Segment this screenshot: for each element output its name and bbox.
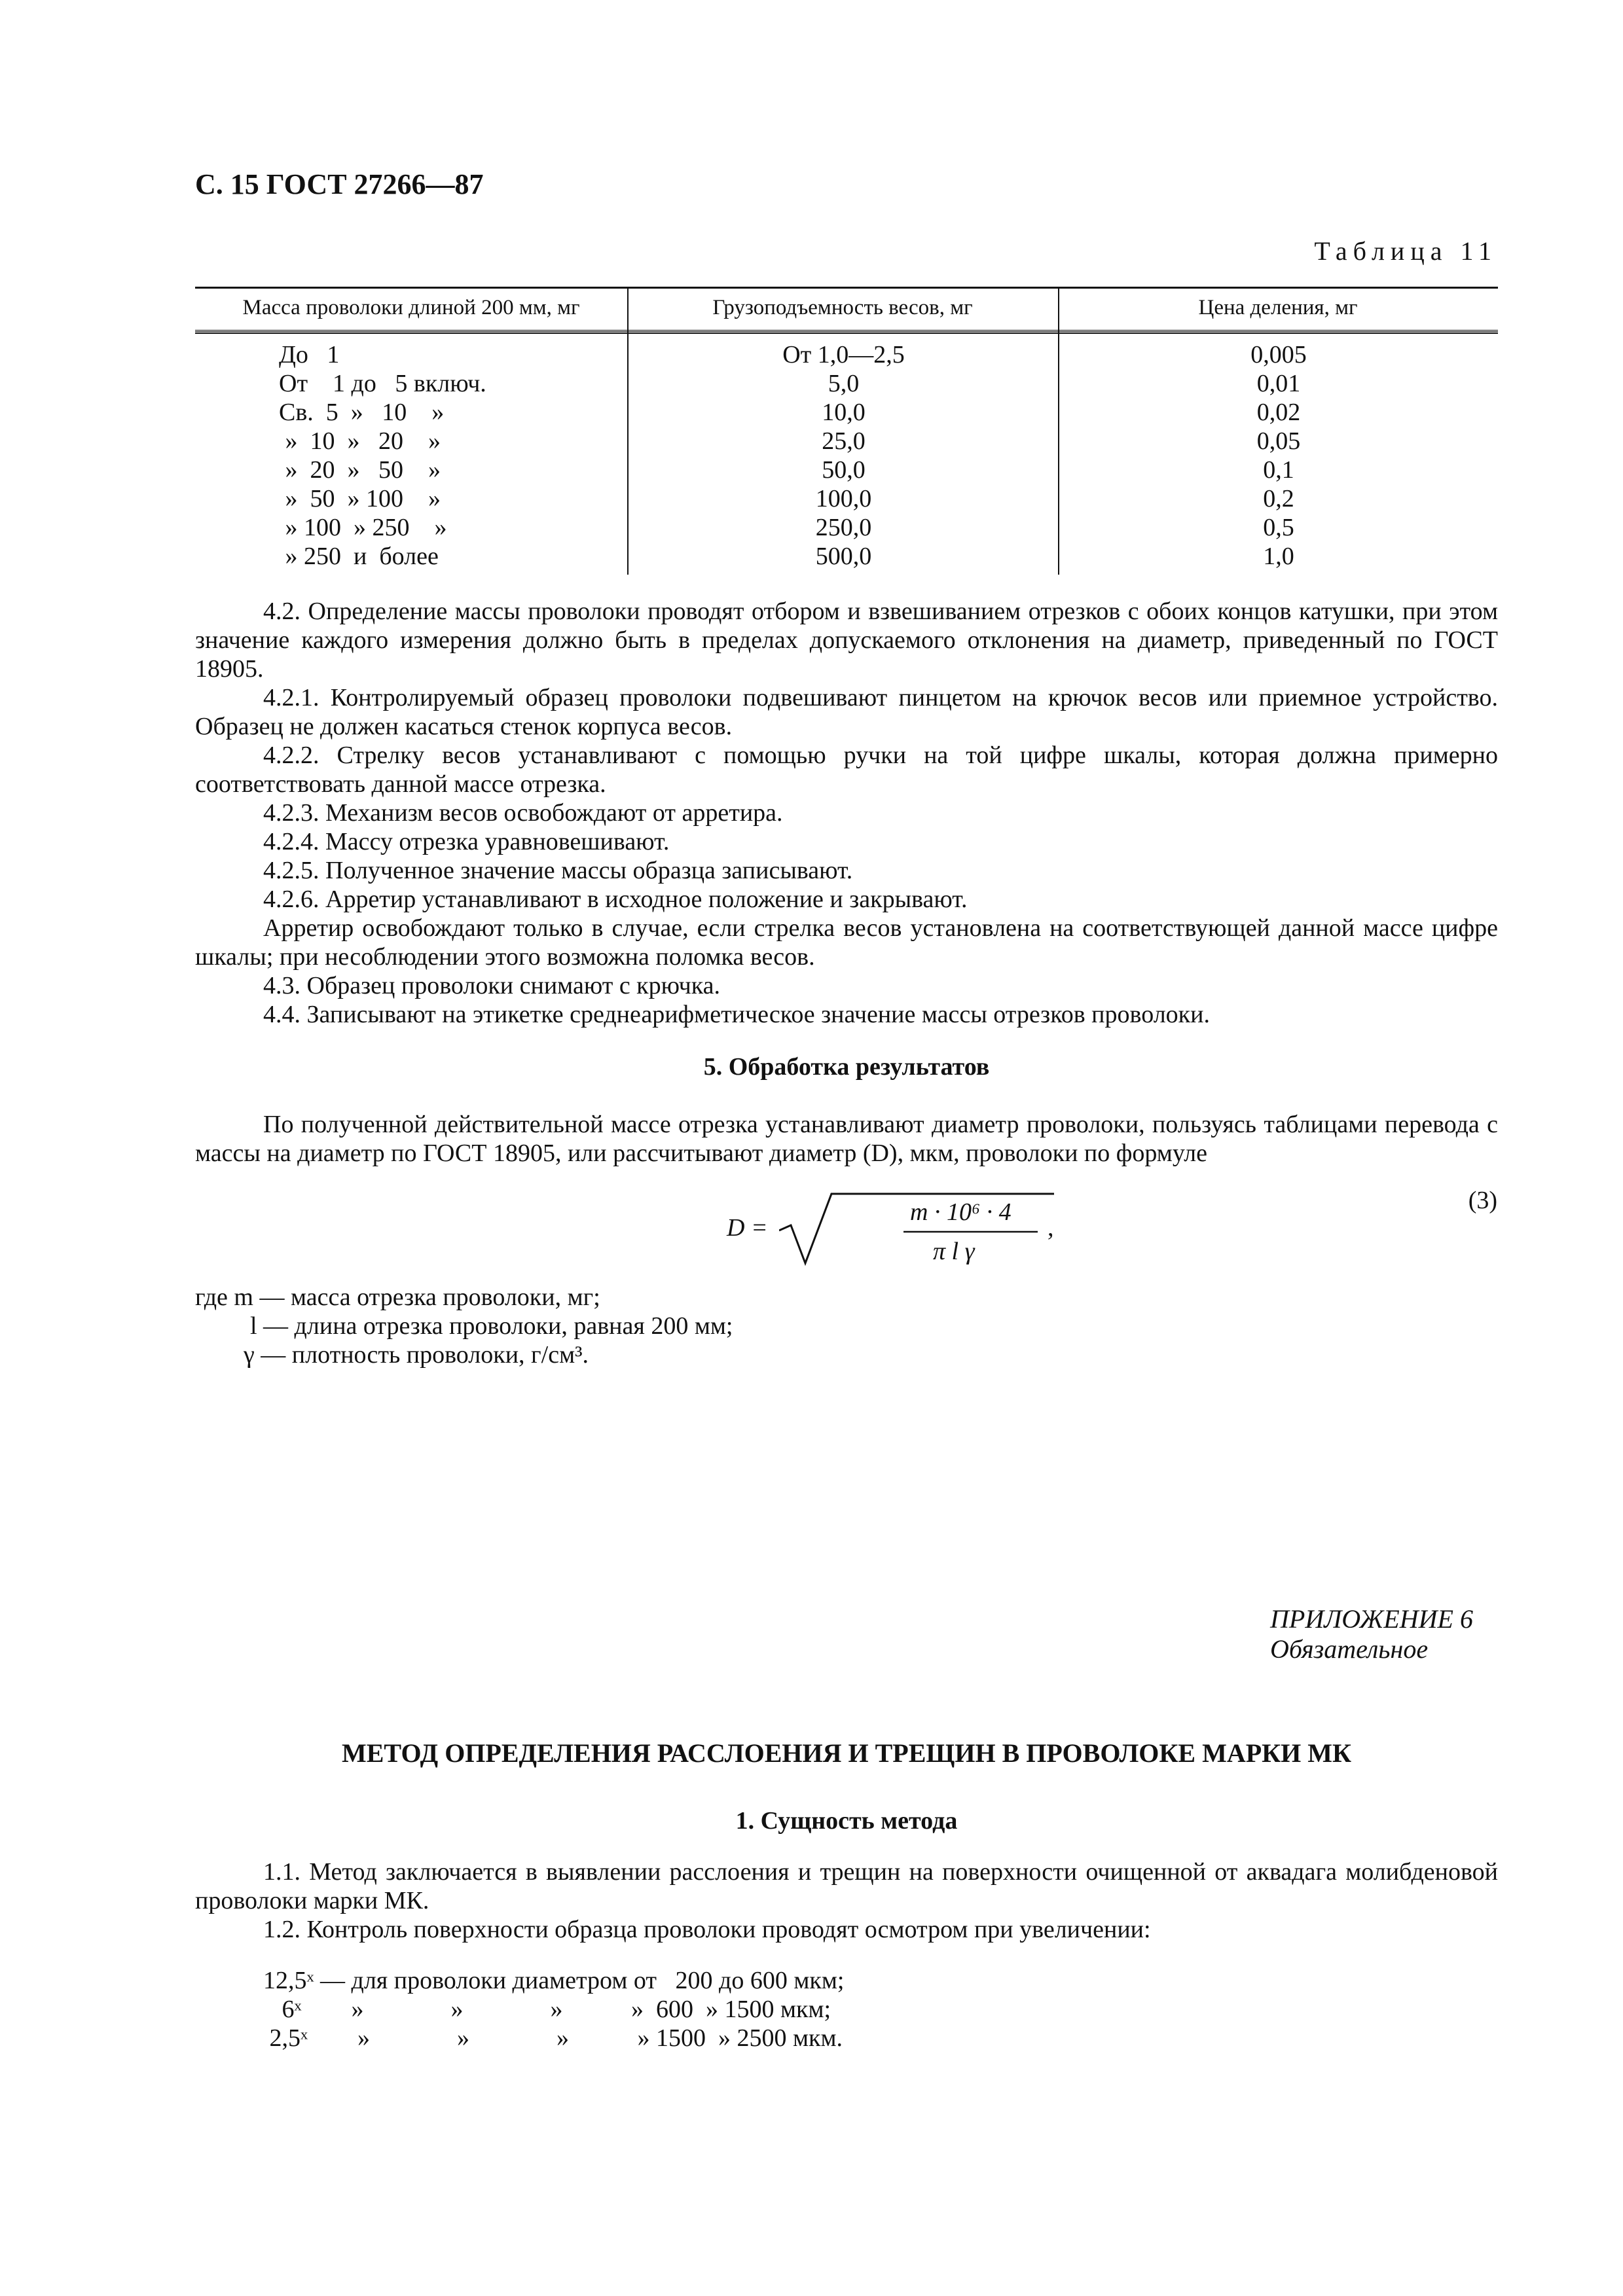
paragraph-4-2-3: 4.2.3. Механизм весов освобождают от арретира.: [263, 799, 783, 827]
table-header-capacity: Грузоподъемность весов, мг: [712, 296, 973, 319]
appendix-section-1-title: 1. Сущность метода: [735, 1807, 958, 1835]
paragraph-4-2-5: 4.2.5. Полученное значение массы образца записывают.: [263, 857, 853, 884]
table-cell: » 250 и более: [279, 543, 439, 570]
table-cell: 0,01: [1256, 370, 1301, 397]
table-cell: » 10 » 20 »: [279, 427, 441, 455]
paragraph-4-2: 4.2. Определение массы проволоки проводят отбором и взвешиванием отрезков с обоих концов катушки, при этом значение каждого измерения должно быть в пределах допускаемого отклонения на диаметр, приведенный по ГОСТ 18905.: [195, 598, 1498, 683]
table-cell: 10,0: [822, 399, 866, 426]
table-cell: От 1 до 5 включ.: [279, 370, 486, 397]
appendix-label: ПРИЛОЖЕНИЕ 6: [1270, 1604, 1473, 1634]
table-cell: 500,0: [815, 543, 872, 570]
paragraph-4-2-6-note: Арретир освобождают только в случае, если стрелка весов установлена на соответствующей данной массе цифре шкалы; при несоблюдении этого возможна поломка весов.: [195, 914, 1498, 971]
table-cell: 50,0: [822, 456, 866, 484]
table-cell: 0,02: [1256, 399, 1301, 426]
table-cell: 0,5: [1263, 514, 1294, 541]
appendix-title: МЕТОД ОПРЕДЕЛЕНИЯ РАССЛОЕНИЯ И ТРЕЩИН В ПРОВОЛОКЕ МАРКИ МК: [341, 1738, 1352, 1768]
diameter-formula: [720, 1185, 1113, 1283]
table-cell: 100,0: [815, 485, 872, 512]
magnification-line: 12,5ˣ — для проволоки диаметром от 200 до 600 мкм;: [263, 1967, 845, 1994]
table-cell: 250,0: [815, 514, 872, 541]
appendix-paragraph-1-2: 1.2. Контроль поверхности образца проволоки проводят осмотром при увеличении:: [263, 1916, 1151, 1943]
table-cell: 0,2: [1263, 485, 1294, 512]
table-header-rule-2: [195, 332, 1498, 334]
where-line-m: где m — масса отрезка проволоки, мг;: [195, 1283, 600, 1311]
appendix-status: Обязательное: [1270, 1634, 1429, 1664]
table-header-mass: Масса проволоки длиной 200 мм, мг: [242, 296, 580, 319]
table-cell: » 20 » 50 »: [279, 456, 441, 484]
paragraph-4-2-2: 4.2.2. Стрелку весов устанавливают с помощью ручки на той цифре шкалы, которая должна примерно соответствовать данной массе отрезка.: [195, 742, 1498, 798]
paragraph-4-2-6: 4.2.6. Арретир устанавливают в исходное положение и закрывают.: [263, 886, 968, 913]
table-divider-1: [627, 287, 629, 575]
paragraph-4-3: 4.3. Образец проволоки снимают с крючка.: [263, 972, 720, 999]
section-5-text: По полученной действительной массе отрезка устанавливают диаметр проволоки, пользуясь таблицами перевода с массы на диаметр по ГОСТ 18905, или рассчитывают диаметр (D), мкм, проволоки по формуле: [195, 1111, 1498, 1167]
table-cell: 1,0: [1263, 543, 1294, 570]
formula-denominator: π l γ: [933, 1238, 975, 1265]
table-cell: 0,05: [1256, 427, 1301, 455]
table-header-rule: [195, 330, 1498, 332]
table-cell: 5,0: [828, 370, 860, 397]
paragraph-4-4: 4.4. Записывают на этикетке среднеарифметическое значение массы отрезков проволоки.: [263, 1001, 1210, 1028]
table-top-rule: [195, 287, 1498, 289]
table-cell: Св. 5 » 10 »: [279, 399, 445, 426]
where-line-l: l — длина отрезка проволоки, равная 200 мм;: [250, 1312, 733, 1340]
table-cell: От 1,0—2,5: [782, 341, 905, 368]
formula-comma: ,: [1048, 1214, 1054, 1242]
table-cell: 0,1: [1263, 456, 1294, 484]
paragraph-4-2-4: 4.2.4. Массу отрезка уравновешивают.: [263, 828, 670, 855]
page-header: С. 15 ГОСТ 27266—87: [195, 168, 484, 200]
where-line-gamma: γ — плотность проволоки, г/см³.: [244, 1341, 589, 1369]
table-cell: 25,0: [822, 427, 866, 455]
formula-numerator: m · 10⁶ · 4: [910, 1198, 1012, 1226]
section-5-title: 5. Обработка результатов: [703, 1053, 990, 1081]
formula-lhs: D =: [727, 1214, 768, 1242]
table-cell: До 1: [279, 341, 340, 368]
table-cell: » 50 » 100 »: [279, 485, 441, 512]
table-cell: 0,005: [1250, 341, 1307, 368]
appendix-paragraph-1-1: 1.1. Метод заключается в выявлении расслоения и трещин на поверхности очищенной от аквадага молибденовой проволоки марки МК.: [195, 1858, 1498, 1914]
table-caption: Таблица 11: [1314, 236, 1497, 266]
paragraph-4-2-1: 4.2.1. Контролируемый образец проволоки подвешивают пинцетом на крючок весов или приемное устройство. Образец не должен касаться стенок корпуса весов.: [195, 684, 1498, 740]
magnification-line: 6ˣ » » » » 600 » 1500 мкм;: [263, 1996, 831, 2023]
table-header-division: Цена деления, мг: [1198, 296, 1358, 319]
equation-number: (3): [1468, 1187, 1497, 1214]
table-cell: » 100 » 250 »: [279, 514, 447, 541]
magnification-line: 2,5ˣ » » » » 1500 » 2500 мкм.: [263, 2024, 843, 2052]
